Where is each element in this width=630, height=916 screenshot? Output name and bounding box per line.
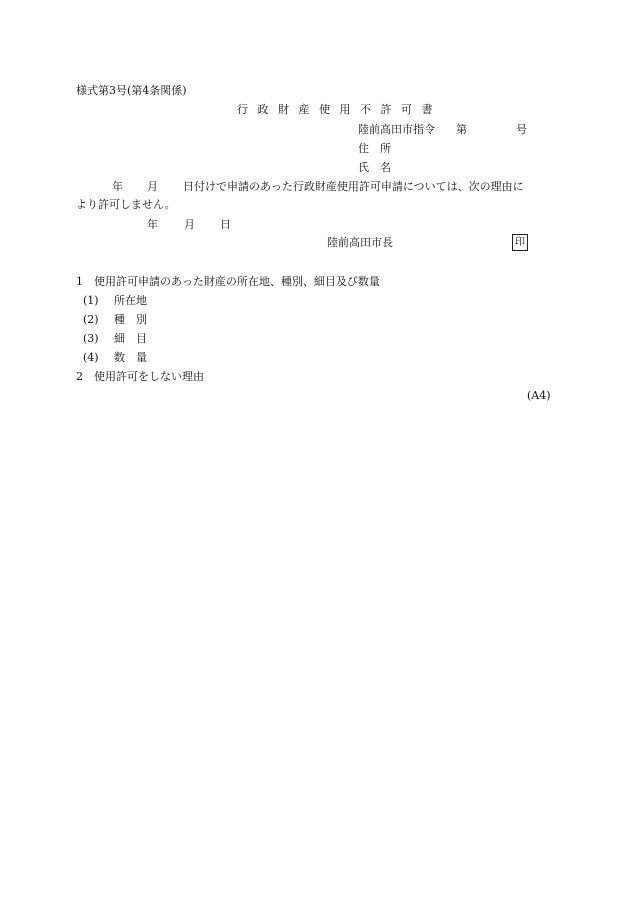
issue-date-day: 日 [220,218,231,231]
item-2-number: (2) [83,313,99,326]
item-1-number: (1) [83,294,99,307]
command-go: 号 [516,123,527,136]
item-2-label: 種 別 [114,313,147,326]
section-2-heading: 2 使用許可をしない理由 [76,370,204,383]
item-3-label: 細 目 [114,332,147,345]
issue-date-year: 年 [147,218,158,231]
issue-date-month: 月 [184,218,195,231]
body-text-line2: より許可しません。 [76,198,176,211]
item-3-number: (3) [83,332,99,345]
seal-mark: 印 [512,234,528,251]
command-prefix: 陸前高田市指令 [358,123,435,136]
body-date-year: 年 [112,180,123,193]
address-label: 住 所 [358,142,391,155]
item-1-label: 所在地 [114,294,147,307]
paper-size-label: (A4) [527,389,551,402]
form-label: 様式第3号(第4条関係) [76,84,187,97]
command-dai: 第 [456,123,467,136]
body-date-month: 月 [147,180,158,193]
issuer-name: 陸前高田市長 [327,236,393,249]
name-label: 氏 名 [358,161,391,174]
item-4-label: 数 量 [114,351,147,364]
section-1-heading: 1 使用許可申請のあった財産の所在地、種別、細目及び数量 [76,275,380,288]
document-title: 行 政 財 産 使 用 不 許 可 書 [237,103,436,116]
body-text-line1: 日付けで申請のあった行政財産使用許可申請については、次の理由に [183,180,524,193]
item-4-number: (4) [83,351,99,364]
